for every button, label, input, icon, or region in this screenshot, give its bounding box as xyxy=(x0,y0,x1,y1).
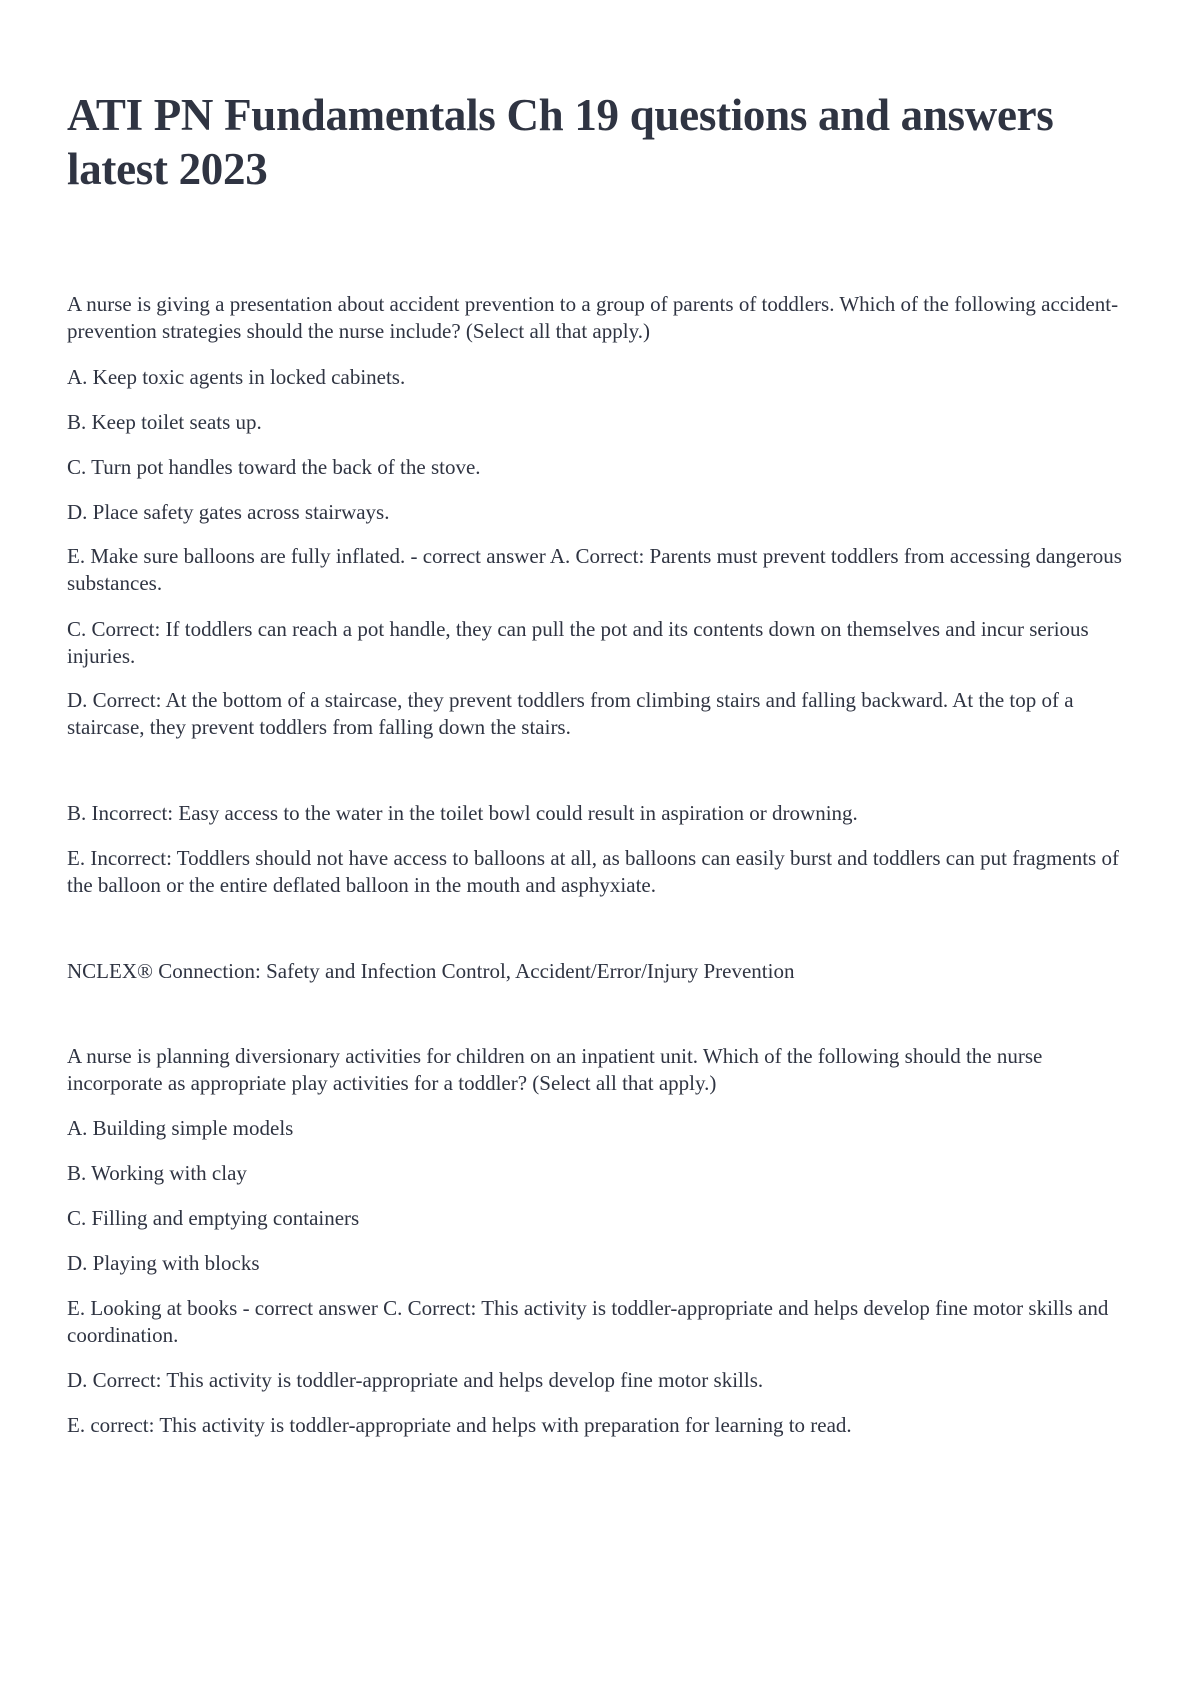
question-1-rationale-e: E. Incorrect: Toddlers should not have access to balloons at all, as balloons can easily burst and toddlers can put fragments of the balloon or the entire deflated balloon in the mouth and asphyxiate. xyxy=(67,846,1119,897)
question-1-option-a: A. Keep toxic agents in locked cabinets. xyxy=(67,365,406,389)
question-1-rationale-b: B. Incorrect: Easy access to the water in the toilet bowl could result in aspiration or drowning. xyxy=(67,801,858,825)
question-1-option-b: B. Keep toilet seats up. xyxy=(67,410,262,434)
question-1-rationale-d: D. Correct: At the bottom of a staircase, they prevent toddlers from climbing stairs and falling backward. At the top of a staircase, they prevent toddlers from falling down the stairs. xyxy=(67,688,1074,739)
document-title: ATI PN Fundamentals Ch 19 questions and answers latest 2023 xyxy=(67,90,1054,194)
question-1-option-c: C. Turn pot handles toward the back of the stove. xyxy=(67,455,481,479)
question-2-option-d: D. Playing with blocks xyxy=(67,1251,260,1275)
question-2-rationale-d: D. Correct: This activity is toddler-appropriate and helps develop fine motor skills. xyxy=(67,1368,764,1392)
question-2-option-a: A. Building simple models xyxy=(67,1116,294,1140)
question-2-option-b: B. Working with clay xyxy=(67,1161,247,1185)
question-1-stem: A nurse is giving a presentation about accident prevention to a group of parents of toddlers. Which of the following accident-prevention strategies should the nurse include? (Select all that apply.) xyxy=(67,292,1119,343)
question-2-option-e-answer: E. Looking at books - correct answer C. Correct: This activity is toddler-appropriate and helps develop fine motor skills and coordination. xyxy=(67,1296,1109,1347)
question-2-rationale-e: E. correct: This activity is toddler-appropriate and helps with preparation for learning to read. xyxy=(67,1413,852,1437)
question-1-nclex-connection: NCLEX® Connection: Safety and Infection Control, Accident/Error/Injury Prevention xyxy=(67,959,795,983)
question-2-option-c: C. Filling and emptying containers xyxy=(67,1206,360,1230)
question-2-stem: A nurse is planning diversionary activities for children on an inpatient unit. Which of the following should the nurse incorporate as appropriate play activities for a toddler? (Select all that apply.) xyxy=(67,1044,1043,1095)
question-1-option-d: D. Place safety gates across stairways. xyxy=(67,500,390,524)
question-1-option-e-answer: E. Make sure balloons are fully inflated. - correct answer A. Correct: Parents must prevent toddlers from accessing dangerous substances. xyxy=(67,544,1122,595)
question-1-rationale-c: C. Correct: If toddlers can reach a pot handle, they can pull the pot and its contents down on themselves and incur serious injuries. xyxy=(67,617,1089,668)
